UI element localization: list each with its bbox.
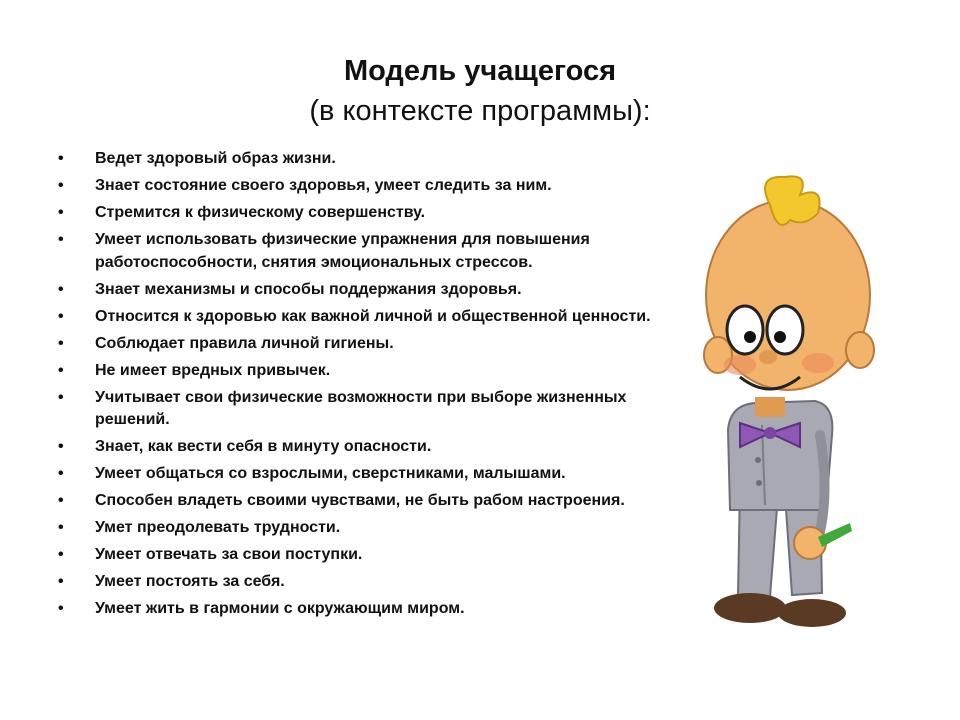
list-item-text: Ведет здоровый образ жизни. [95,150,336,167]
bullet-icon: • [58,334,64,352]
list-item-text: Умеет отвечать за свои поступки. [95,546,363,563]
list-item [58,517,668,540]
list-item-text: Знает, как вести себя в минуту опасности. [95,438,432,455]
bullet-icon: • [58,438,64,455]
list-item-text: Умеет постоять за себя. [95,573,285,590]
list-item [58,598,668,621]
list-item [58,202,668,225]
list-item [58,360,668,383]
list-item [58,571,668,594]
list-item [58,387,668,432]
slide-subtitle: (в контексте программы): [309,95,651,127]
bullet-icon: • [58,150,64,167]
list-item-text: Способен владеть своими чувствами, не быть рабом настроения. [95,492,625,509]
list-item [58,306,668,329]
list-item-text: Умет преодолевать трудности. [95,519,341,536]
right-shoe [778,599,846,627]
list-item-text: Относится к здоровью как важной личной и общественной ценности. [95,307,651,325]
list-item-text: Умеет общаться со взрослыми, сверстниками, малышами. [95,465,566,482]
list-item [58,229,668,274]
list-item-text: Умеет использовать физические упражнения для повышения работоспособности, снятия эмоциональных стрессов. [95,231,590,271]
list-item-text: Умеет жить в гармонии с окружающим миром. [95,600,465,617]
list-item [58,148,668,171]
list-item [58,333,668,356]
list-item [58,279,668,302]
list-item [58,544,668,567]
bullet-list [58,148,668,625]
bullet-icon: • [58,519,64,536]
bullet-icon: • [58,600,64,617]
bullet-icon: • [58,465,64,482]
list-item-text: Знает состояние своего здоровья, умеет следить за ним. [95,177,552,194]
right-eye [767,306,803,354]
bullet-icon: • [58,231,64,248]
bullet-icon: • [58,307,64,325]
left-shoe [714,593,786,623]
bullet-icon: • [58,361,64,379]
slide-title [0,55,960,88]
bullet-icon: • [58,573,64,590]
bullet-icon: • [58,177,64,194]
bullet-icon: • [58,204,64,221]
list-item-text: Учитывает свои физические возможности при выборе жизненных решений. [95,388,627,428]
list-item-text: Соблюдает правила личной гигиены. [95,334,394,352]
bullet-icon: • [58,280,64,298]
bullet-icon: • [58,388,64,406]
slide-title-text: Модель учащегося [343,55,617,87]
list-item-text: Стремится к физическому совершенству. [95,204,426,221]
bullet-icon: • [58,546,64,563]
list-item-text: Знает механизмы и способы поддержания здоровья. [95,280,522,298]
list-item [58,463,668,486]
list-item [58,490,668,513]
list-item [58,436,668,459]
jacket [728,401,832,510]
left-eye [727,306,763,354]
list-item-text: Не имеет вредных привычек. [95,361,331,379]
list-item [58,175,668,198]
cartoon-boy-illustration [700,165,875,645]
bullet-icon: • [58,492,64,509]
